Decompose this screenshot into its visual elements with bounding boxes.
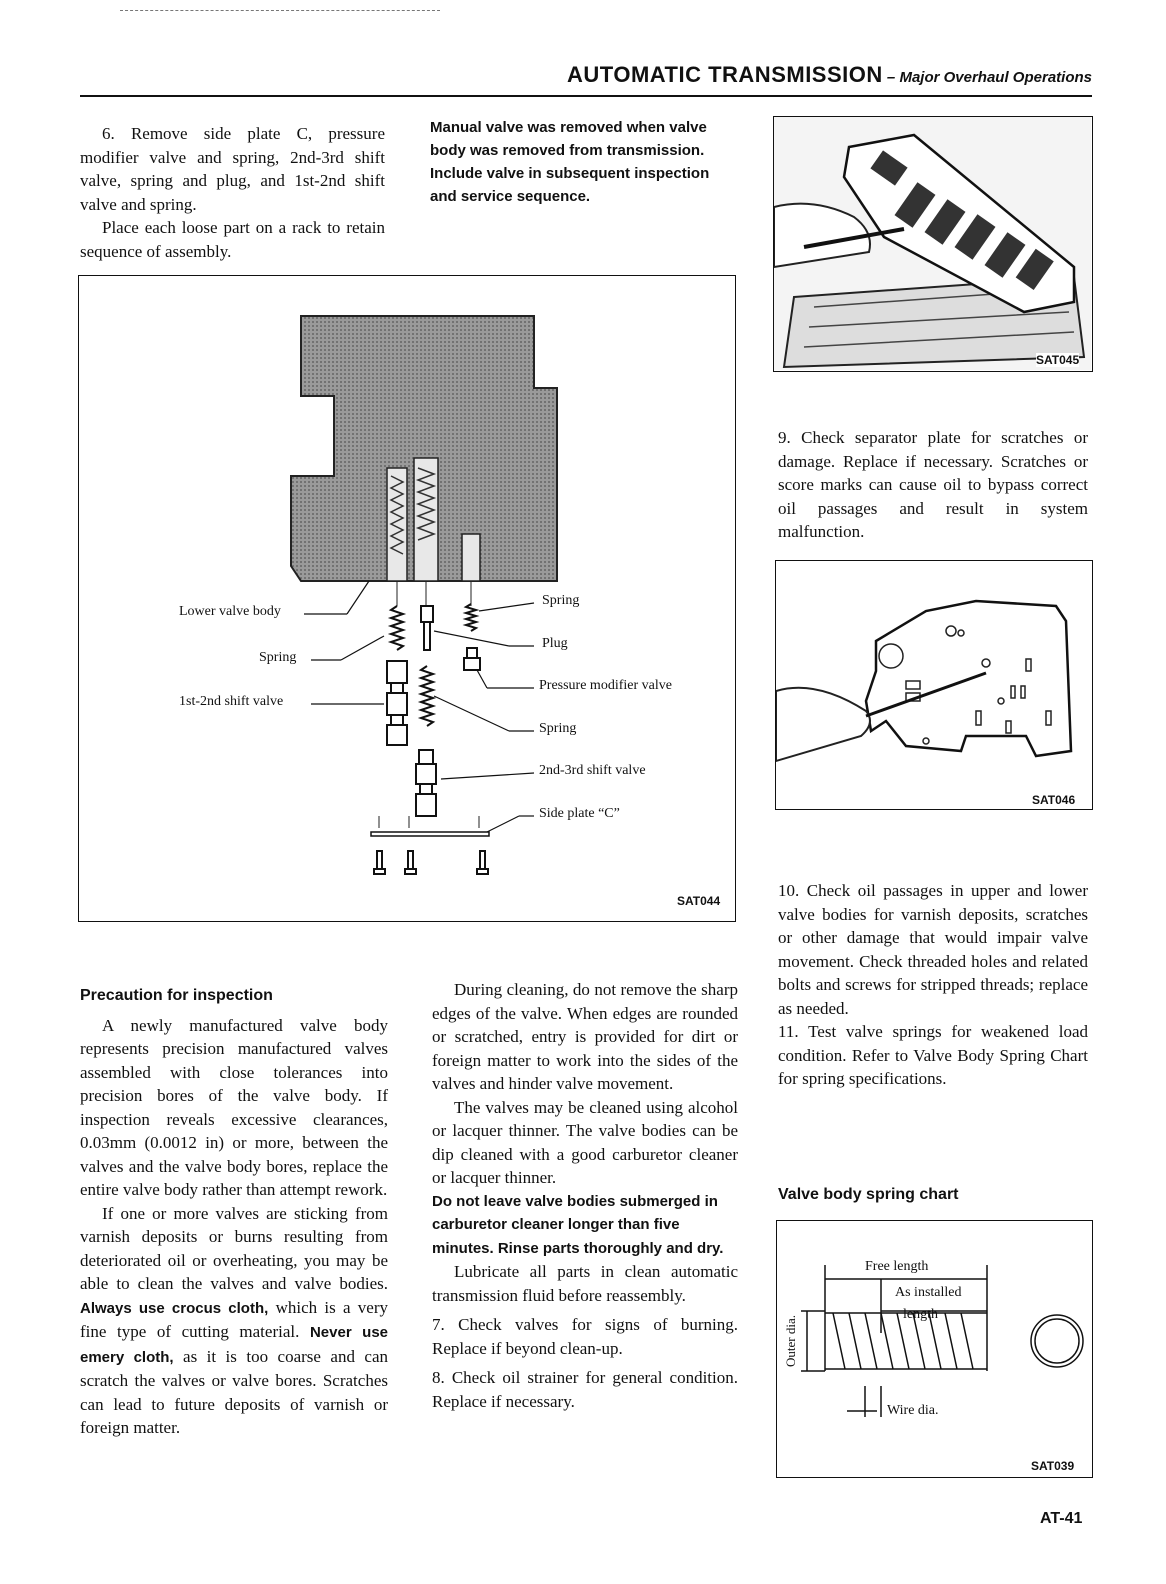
spring-left-part [391,606,403,650]
oil-strainer-illustration [774,117,1091,370]
figure-sat046 [775,560,1093,810]
cleaning-warning: Do not leave valve bodies submerged in carburetor cleaner longer than five minutes. Rinse parts thoroughly and dry. [432,1192,724,1257]
label-shift-valve-2-3: 2nd-3rd shift valve [539,763,646,778]
spring-top-part [466,604,476,631]
valve-body-exploded-diagram [79,276,734,920]
label-side-plate: Side plate “C” [539,806,620,821]
label-spring-mid: Spring [539,721,577,736]
precaution-p2-bold-2: Never use emery cloth, [80,1324,389,1366]
label-length: length [903,1307,938,1322]
steps-10-11-block [778,879,1088,1091]
spring-chart-heading: Valve body spring chart [778,1186,959,1203]
step-9-text: 9. Check separator plate for scratches or damage. Replace if necessary. Scratches or score marks can cause oil to bypass correct oil passages and result in system malfunction. [778,428,1088,541]
precaution-p1: A newly manufactured valve body represents precision manufactured valves assembled with close tolerances into precision bores of the valve body. If inspection reveals excessive clearances, 0.03mm (0.0012 in) or more, between the valves and the valve body bores, replace the entire valve body rather than attempt rework. [80,1015,388,1199]
label-spring-left: Spring [259,650,297,665]
label-shift-valve-1-2: 1st-2nd shift valve [179,694,284,709]
figure-sat045 [773,116,1093,372]
separator-plate-illustration [776,561,1091,808]
header-title: AUTOMATIC TRANSMISSION [567,62,883,87]
figure-code-sat045: SAT045 [1036,353,1080,367]
step-6-block [80,122,385,263]
step-8-text: 8. Check oil strainer for general condition. Replace if necessary. [432,1368,738,1411]
step-6-note: Place each loose part on a rack to retain sequence of assembly. [80,218,385,261]
figure-code-sat046: SAT046 [1032,793,1076,807]
step-7-text: 7. Check valves for signs of burning. Replace if beyond clean-up. [432,1315,738,1358]
header-subtitle: – Major Overhaul Operations [882,69,1092,86]
figure-code-sat044: SAT044 [677,894,721,908]
precaution-heading: Precaution for inspection [80,987,273,1004]
spring-dimension-diagram [777,1221,1091,1476]
cleaning-p3: Lubricate all parts in clean automatic transmission fluid before reassembly. [432,1262,738,1305]
label-lower-valve-body: Lower valve body [179,604,281,619]
step-10-text: 10. Check oil passages in upper and lower valve bodies for varnish deposits, scratches or other damage that would impair valve movement. Check threaded holes and related bolts and screws for stripped threads; replace as needed. [778,881,1088,1018]
figure-sat044 [78,275,736,922]
header-rule [80,95,1092,97]
precaution-p2-d: as it is too coarse and can scratch the valves or valve bores. Scratches can lead to future deposits of varnish or foreign matter. [80,1346,388,1437]
page-header [470,62,1092,88]
label-pressure-modifier: Pressure modifier valve [539,678,672,693]
page-number: AT-41 [1040,1510,1083,1527]
label-wire-dia: Wire dia. [887,1403,939,1418]
step-6-text: 6. Remove side plate C, pressure modifier valve and spring, 2nd-3rd shift valve, spring and plug, and 1st-2nd shift valve and spring. [80,124,385,214]
shift-valve-2-3-part [416,750,436,816]
manual-valve-note: Manual valve was removed when valve body was removed from transmission. Include valve in subsequent inspection and service sequence. [430,119,710,205]
label-plug: Plug [542,636,568,651]
precaution-p2-c: which is a very fine type of cutting material. [80,1297,389,1341]
bolts-part [374,851,488,874]
cleaning-p2: The valves may be cleaned using alcohol or lacquer thinner. The valve bodies can be dip cleaned with a good carburetor cleaner or lacquer thinner. [432,1097,738,1187]
step-11-text: 11. Test valve springs for weakened load condition. Refer to Valve Body Spring Chart for spring specifications. [778,1022,1088,1088]
label-spring-top: Spring [542,593,580,608]
label-free-length: Free length [865,1259,929,1274]
precaution-p2-a: If one or more valves are sticking from varnish deposits or burns resulting from deteriorated oil or overheating, you may be able to clean the valves and valve bodies. [80,1203,388,1293]
label-outer-dia: Outer dia. [782,1315,798,1367]
precaution-p2 [80,1202,388,1440]
cleaning-block [432,978,738,1413]
spring-chart-figure [776,1220,1093,1478]
spring-middle-part [421,666,433,726]
side-plate-part [371,832,489,836]
precaution-p2-bold-1: Always use crocus cloth, [80,1299,269,1317]
plug-part [421,606,433,622]
label-as-installed: As installed [895,1285,962,1300]
shift-valve-1-2-part [387,661,407,745]
figure-code-sat039: SAT039 [1031,1459,1075,1473]
scan-marks [120,10,440,13]
cleaning-p1: During cleaning, do not remove the sharp edges of the valve. When edges are rounded or scratched, entry is provided for dirt or foreign matter to work into the sides of the valves and hinder valve movement. [432,980,738,1093]
pressure-modifier-part [467,648,477,658]
bore-3 [462,534,480,581]
precaution-block [80,984,388,1440]
